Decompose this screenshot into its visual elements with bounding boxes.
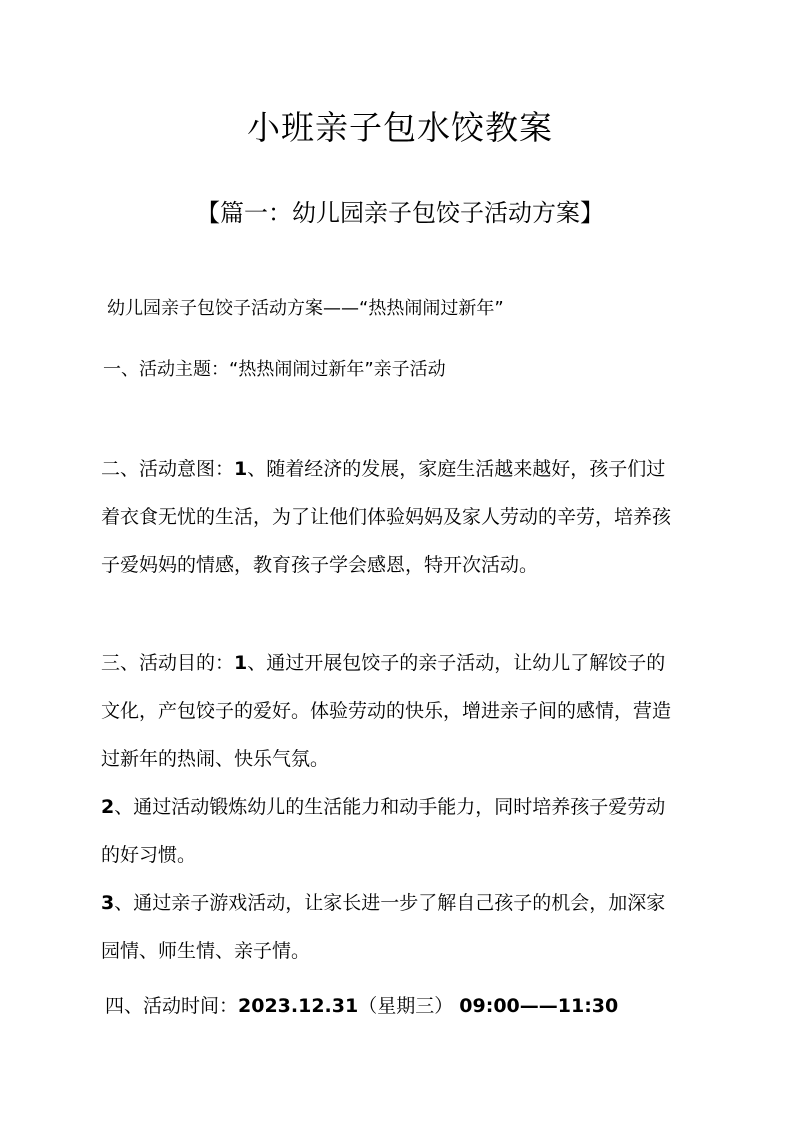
goal-item-2-number: 2 <box>101 796 115 818</box>
section-theme: 一、活动主题：“热热闹闹过新年”亲子活动 <box>103 359 446 380</box>
section-intent-text-1: 、随着经济的发展，家庭生活越来越好，孩子们过 <box>247 458 666 480</box>
goal-item-3-number: 3 <box>101 892 115 914</box>
plan-heading: 幼儿园亲子包饺子活动方案——“热热闹闹过新年” <box>107 298 504 319</box>
section-intent-line-2: 着衣食无忧的生活，为了让他们体验妈妈及家人劳动的辛劳，培养孩 <box>101 506 672 528</box>
section-time-label: 四、活动时间： <box>105 995 239 1017</box>
section-goal-text-1: 、通过开展包饺子的亲子活动，让幼儿了解饺子的 <box>247 652 666 674</box>
section-time <box>105 994 618 1018</box>
goal-item-3-text-1: 、通过亲子游戏活动，让家长进一步了解自己孩子的机会，加深家 <box>114 892 666 914</box>
section-time-date: 2023.12.31 <box>238 995 359 1017</box>
section-intent-label: 二、活动意图： <box>101 458 235 480</box>
document-title: 小班亲子包水饺教案 <box>247 108 553 147</box>
section-time-weekday: （星期三） <box>358 995 454 1017</box>
section-goal-number: 1 <box>234 652 248 674</box>
section-intent-line-3: 子爱妈妈的情感，教育孩子学会感恩，特开次活动。 <box>101 554 539 576</box>
section-intent-line-1 <box>101 457 665 481</box>
goal-item-2-line-1 <box>101 795 665 819</box>
goal-item-3-line-2: 园情、师生情、亲子情。 <box>101 940 311 962</box>
goal-item-2-text-1: 、通过活动锻炼幼儿的生活能力和动手能力，同时培养孩子爱劳动 <box>114 796 666 818</box>
section-goal-line-1 <box>101 651 665 675</box>
goal-item-2-line-2: 的好习惯。 <box>101 844 197 866</box>
section-intent-number: 1 <box>234 458 248 480</box>
section-goal-line-3: 过新年的热闹、快乐气氛。 <box>101 748 330 770</box>
section-time-range: 09:00——11:30 <box>459 995 619 1017</box>
section-goal-line-2: 文化，产包饺子的爱好。体验劳动的快乐，增进亲子间的感情，营造 <box>101 700 672 722</box>
document-subtitle: 【篇一：幼儿园亲子包饺子活动方案】 <box>196 199 604 227</box>
section-goal-label: 三、活动目的： <box>101 652 235 674</box>
goal-item-3-line-1 <box>101 891 665 915</box>
